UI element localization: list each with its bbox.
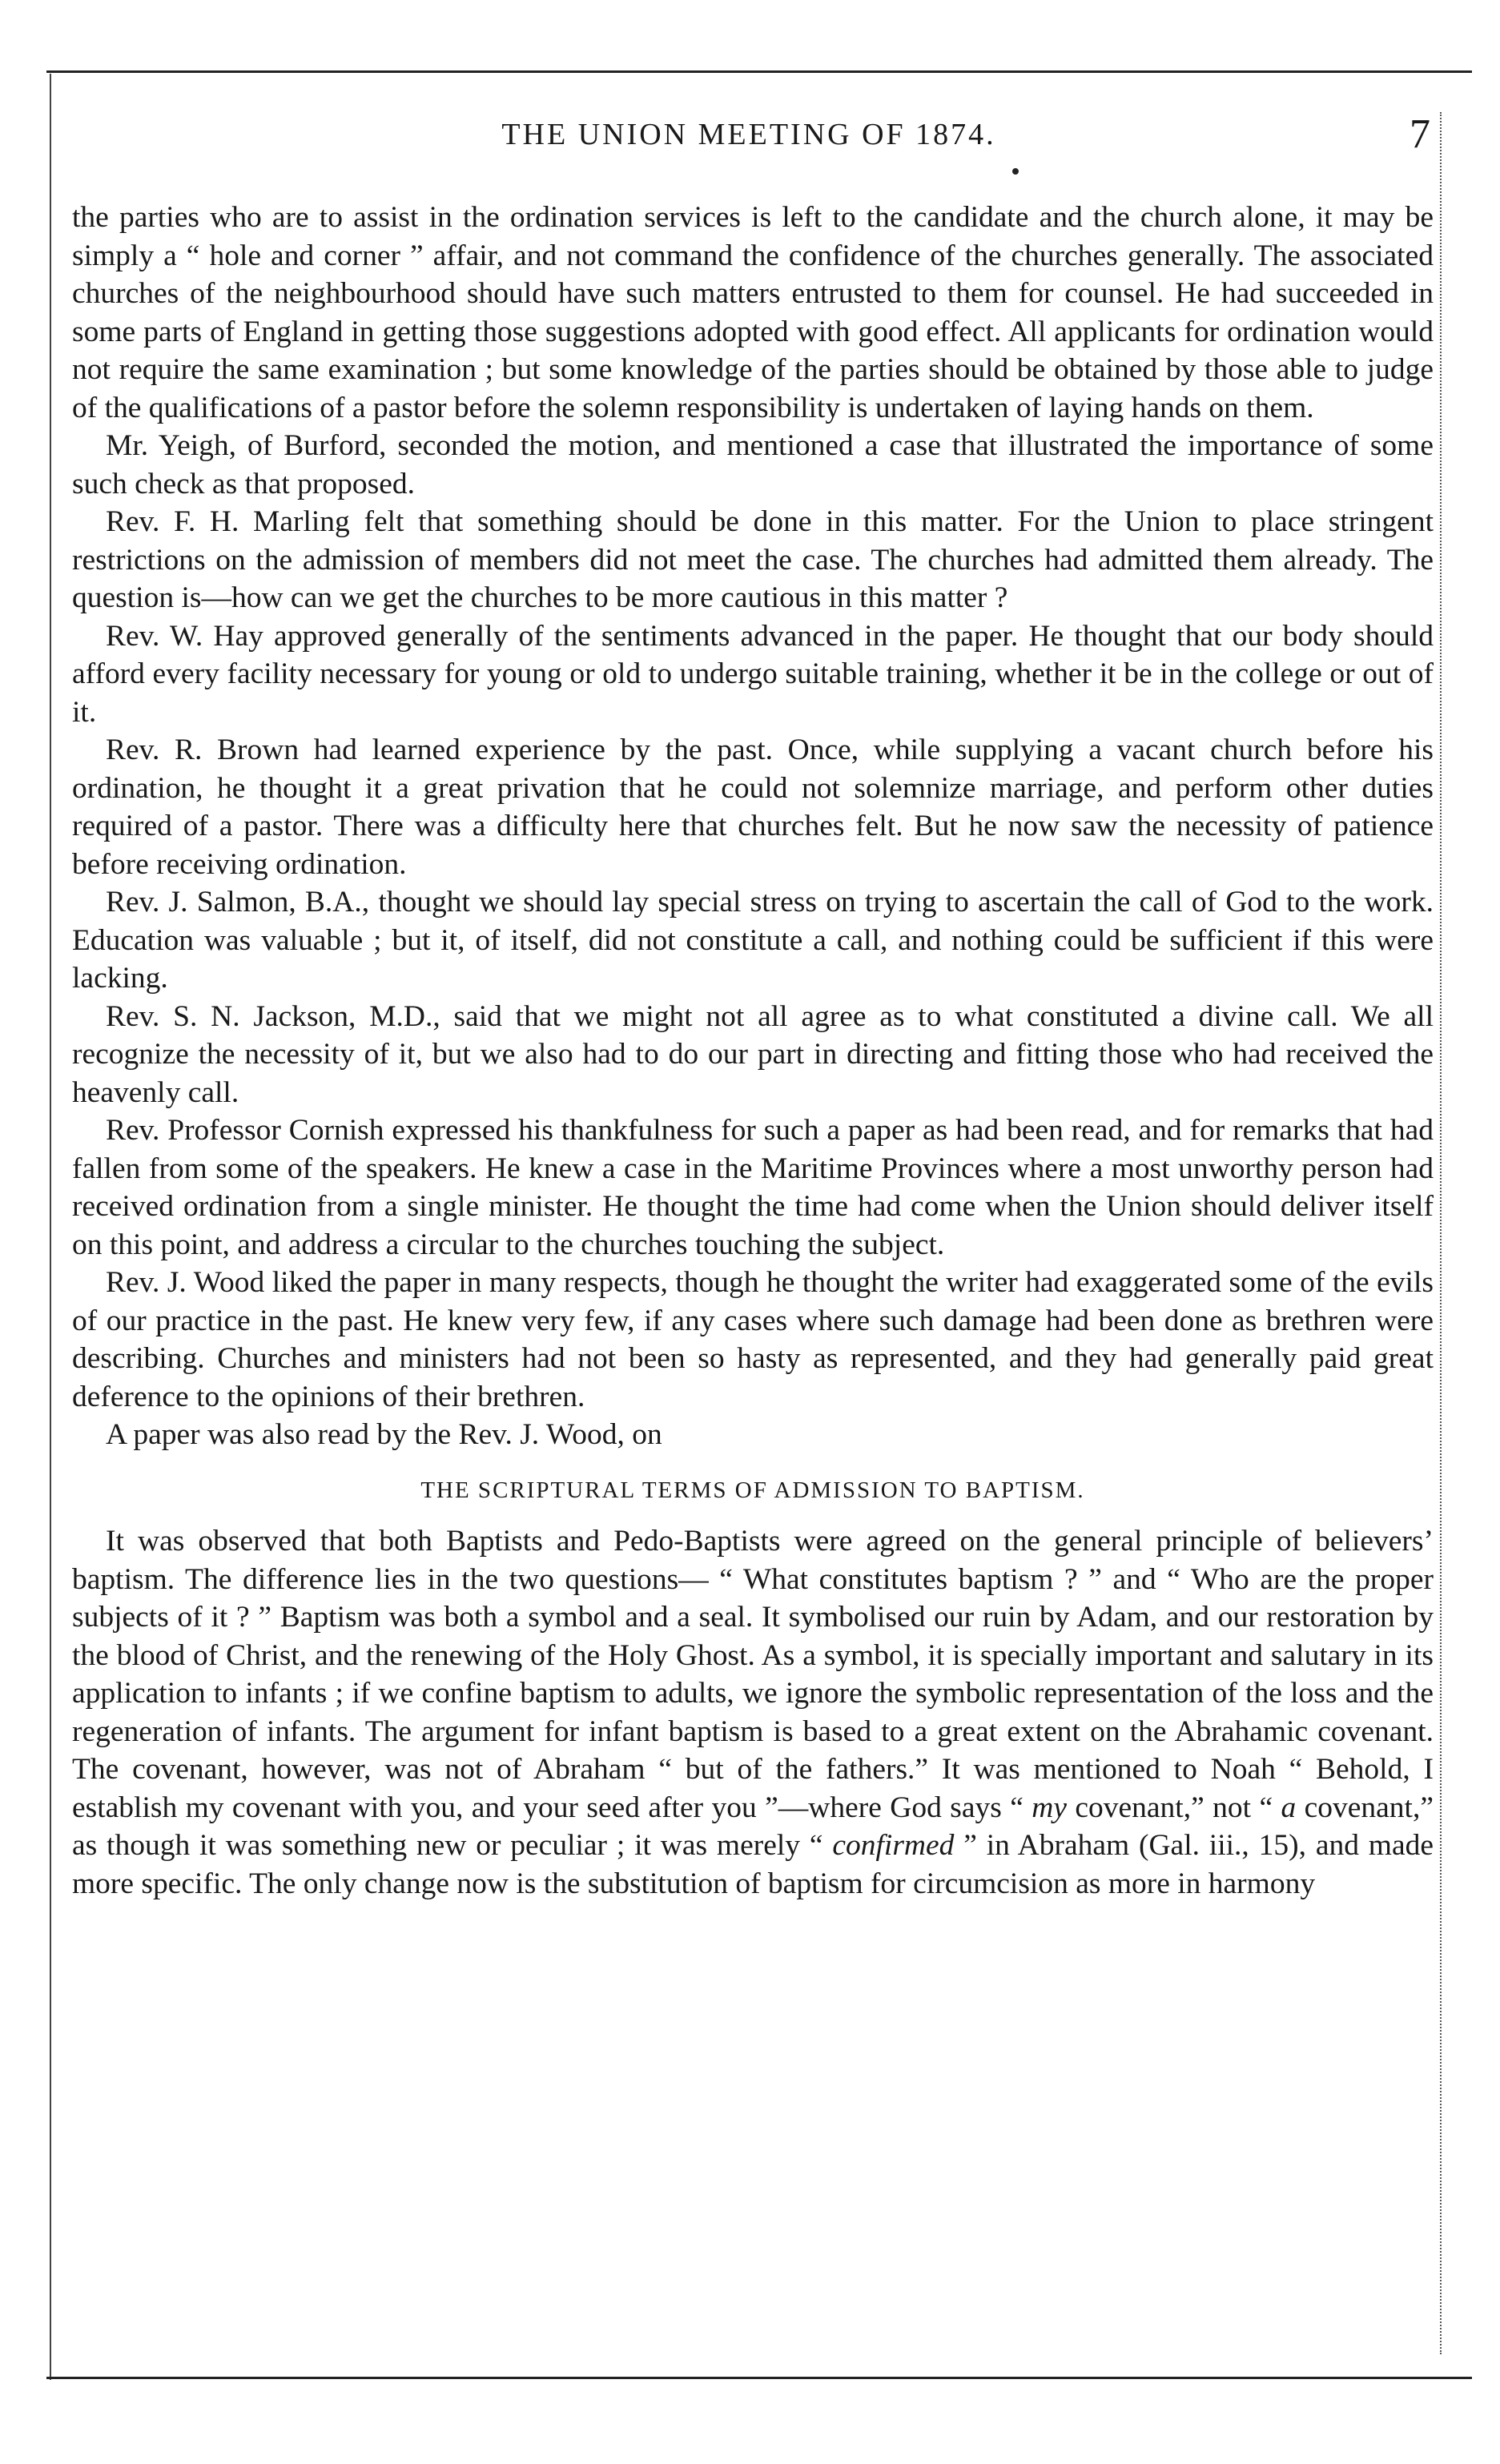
italic-word: my [1032, 1791, 1067, 1824]
header-dot-ornament [1012, 168, 1019, 175]
running-title: THE UNION MEETING OF 1874. [501, 118, 996, 151]
page-header [64, 111, 1434, 167]
text-run: covenant,” as though it was something new or peculiar ; it was merely “ [72, 1791, 1434, 1862]
page-number: 7 [1410, 111, 1430, 157]
bottom-border-rule [46, 2377, 1472, 2379]
italic-word: confirmed [832, 1829, 955, 1862]
text-run: It was observed that both Baptists and Pedo-Baptists were agreed on the general principle of believers’ baptism. The difference lies in the two questions— “ What constitutes baptism ? ” and “ Who are the proper subjects of it ? ” Baptism was both a symbol and a seal. It symbolised our ruin by Adam, and our restoration by the blood of Christ, and the renewing of the Holy Ghost. As a symbol, it is specially important and salutary in its application to infants ; if we confine baptism to adults, we ignore the symbolic representation of the loss and the regeneration of infants. The argument for infant baptism is based to a great extent on the Abrahamic covenant. The covenant, however, was not of Abraham “ but of the fathers.” It was mentioned to Noah “ Behold, I establish my covenant with you, and your seed after you ”—where God says “ [72, 1525, 1434, 1824]
paragraph-continuation: the parties who are to assist in the ordination services is left to the candidate and the church alone, it may be simply a “ hole and corner ” affair, and not command the confidence of the churches generally. The associated churches of the neighbourhood should have such matters entrusted to them for counsel. He had succeeded in some parts of England in getting those suggestions adopted with good effect. All applicants for ordination would not require the same examination ; but some knowledge of the parties should be obtained by those able to judge of the qualifications of a pastor before the solemn responsibility is undertaken of laying hands on them. [72, 201, 1434, 424]
paragraph-cornish: Rev. Professor Cornish expressed his thankfulness for such a paper as had been read, and for remarks that had fallen from some of the speakers. He knew a case in the Maritime Provinces where a most unworthy person had received ordination from a single minister. He thought the time had come when the Union should deliver itself on this point, and address a circular to the churches touching the subject. [72, 1114, 1434, 1261]
paragraph-yeigh: Mr. Yeigh, of Burford, seconded the motion, and mentioned a case that illustrated the importance of some such check as that proposed. [72, 429, 1434, 500]
paragraph-paper-intro: A paper was also read by the Rev. J. Wood, on [106, 1418, 662, 1451]
text-run: covenant,” not “ [1066, 1791, 1281, 1824]
left-border-rule [50, 74, 51, 2380]
paragraph-jackson: Rev. S. N. Jackson, M.D., said that we might not all agree as to what constituted a divine call. We all recognize the necessity of it, but we also had to do our part in directing and fitting those who had received the heavenly call. [72, 999, 1434, 1109]
paragraph-baptism [72, 1522, 1434, 1903]
text-run: ” in Abraham (Gal. iii., 15), and made more specific. The only change now is the substitution of baptism for circumcision as more in harmony [72, 1829, 1434, 1900]
article-body [72, 199, 1434, 1903]
paragraph-wood: Rev. J. Wood liked the paper in many respects, though he thought the writer had exaggerated some of the evils of our practice in the past. He knew very few, if any cases where such damage had been done as brethren were describing. Churches and ministers had not been so hasty as represented, and they had generally paid great deference to the opinions of their brethren. [72, 1266, 1434, 1413]
paragraph-marling: Rev. F. H. Marling felt that something should be done in this matter. For the Union to place stringent restrictions on the admission of members did not meet the case. The churches had admitted them already. The question is—how can we get the churches to be more cautious in this matter ? [72, 505, 1434, 614]
paragraph-salmon: Rev. J. Salmon, B.A., thought we should lay special stress on trying to ascertain the call of God to the work. Education was valuable ; but it, of itself, did not constitute a call, and nothing could be sufficient if this were lacking. [72, 886, 1434, 995]
section-heading: THE SCRIPTURAL TERMS OF ADMISSION TO BAPTISM. [420, 1477, 1085, 1503]
italic-word: a [1281, 1791, 1297, 1824]
paragraph-brown: Rev. R. Brown had learned experience by the past. Once, while supplying a vacant church before his ordination, he thought it a great privation that he could not solemnize marriage, and perform other duties required of a pastor. There was a difficulty here that churches felt. But he now saw the necessity of patience before receiving ordination. [72, 734, 1434, 881]
paragraph-hay: Rev. W. Hay approved generally of the sentiments advanced in the paper. He thought that our body should afford every facility necessary for young or old to undergo suitable training, whether it be in the college or out of it. [72, 619, 1434, 729]
right-margin-rule [1440, 112, 1442, 2354]
top-border-rule [46, 70, 1472, 73]
